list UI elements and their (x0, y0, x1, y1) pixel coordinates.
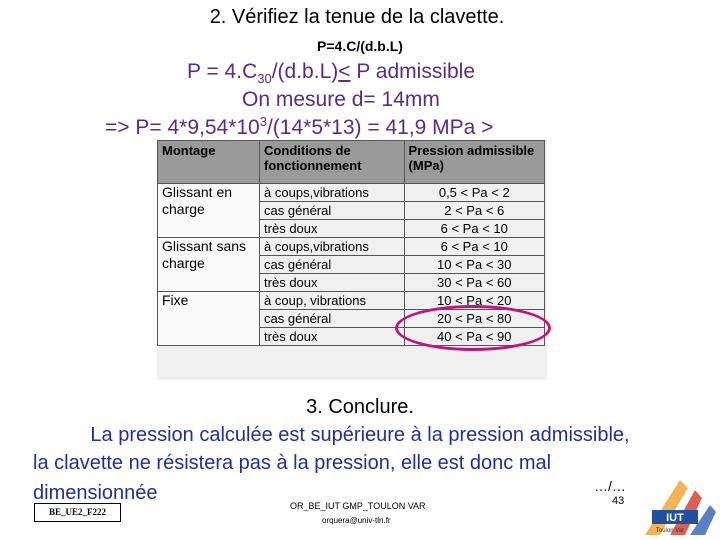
table-row (158, 184, 545, 202)
condition-cell: très doux (260, 220, 404, 238)
header-conditions: Conditions de fonctionnement (260, 141, 404, 184)
document-code: BE_UE2_F222 (34, 503, 121, 522)
pression-cell: 40 < Pa < 90 (404, 328, 544, 346)
montage-cell: Fixe (158, 292, 260, 346)
svg-text:Toulon Var: Toulon Var (655, 528, 685, 534)
footer-email: orquera@univ-tln.fr (322, 516, 391, 525)
header-montage: Montage (158, 141, 260, 184)
pression-cell: 10 < Pa < 30 (404, 256, 544, 274)
slide-title: 2. Vérifiez la tenue de la clavette. (209, 6, 505, 28)
condition-cell: très doux (260, 328, 404, 346)
conclusion-line-1: La pression calculée est supérieure à la pression admissible, (90, 424, 630, 446)
formula-small: P=4.C/(d.b.L) (317, 38, 403, 54)
montage-cell: Glissant sans charge (158, 238, 260, 292)
pression-cell: 6 < Pa < 10 (404, 220, 544, 238)
table-row (158, 238, 545, 256)
measure-line: On mesure d= 14mm (242, 88, 440, 111)
iut-logo-icon (640, 470, 720, 540)
pression-cell: 10 < Pa < 20 (404, 292, 544, 310)
page-number: 43 (612, 495, 625, 507)
montage-cell: Glissant en charge (158, 184, 260, 238)
condition-cell: cas général (260, 202, 404, 220)
formula-main: $P = 4.C_{30}/(d.b.L)< P$ admissible (187, 60, 476, 87)
condition-cell: très doux (260, 274, 404, 292)
condition-cell: à coup, vibrations (260, 292, 404, 310)
pression-cell: 30 < Pa < 60 (404, 274, 544, 292)
pression-cell: 2 < Pa < 6 (404, 202, 544, 220)
conclusion-line-2: la clavette ne résistera pas à la pression, elle est donc mal (33, 452, 552, 474)
conclusion-heading: 3. Conclure. (306, 396, 414, 418)
calculation-line: => $P= 4*9,54*10^3/(14*5*13) = 41,9$ MPa > (105, 114, 494, 139)
condition-cell: à coups,vibrations (260, 238, 404, 256)
footer-institution: OR_BE_IUT GMP_TOULON VAR (290, 501, 426, 511)
svg-text:IUT: IUT (666, 512, 684, 524)
highlight-circle (395, 305, 551, 351)
condition-cell: cas général (260, 310, 404, 328)
pression-cell: 0,5 < Pa < 2 (404, 184, 544, 202)
condition-cell: cas général (260, 256, 404, 274)
pression-cell: 20 < Pa < 80 (404, 310, 544, 328)
conclusion-line-3: dimensionnée (33, 482, 158, 504)
continuation-mark: …/… (594, 478, 626, 494)
pression-cell: 6 < Pa < 10 (404, 238, 544, 256)
condition-cell: à coups,vibrations (260, 184, 404, 202)
header-pression: Pression admissible (MPa) (404, 141, 544, 184)
